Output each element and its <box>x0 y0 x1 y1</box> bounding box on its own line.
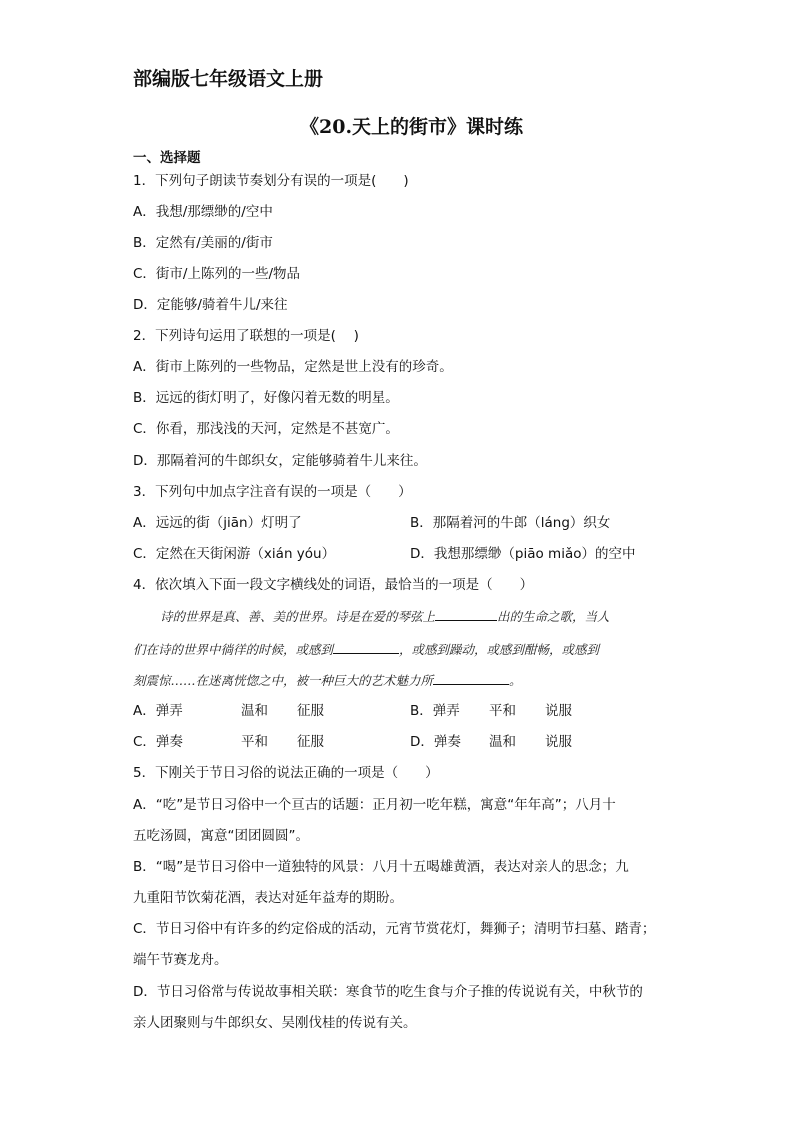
question-1-option-b: B．定然有/美丽的/街市 <box>133 235 273 251</box>
option-word: 平和 <box>489 703 516 719</box>
question-3-stem: 3．下列句中加点字注音有误的一项是（ ） <box>133 484 412 500</box>
question-5-option-d: D．节日习俗常与传说故事相关联：寒食节的吃生食与介子推的传说说有关，中秋节的 <box>133 984 643 1000</box>
question-2-option-c: C．你看，那浅浅的天河，定然是不甚宽广。 <box>133 421 399 437</box>
question-5-option-b: B．“喝”是节日习俗中一道独特的风景：八月十五喝雄黄酒，表达对亲人的思念；九 <box>133 859 629 875</box>
option-word: A．弹弄 <box>133 703 183 719</box>
question-4-option-d: D．弹奏 <box>410 734 461 750</box>
question-1-stem: 1．下列句子朗读节奏划分有误的一项是( ) <box>133 173 409 189</box>
question-2-option-d: D．那隔着河的牛郎织女，定能够骑着牛儿来往。 <box>133 453 427 469</box>
passage-text: 刻震惊……在迷离恍惚之中，被一种巨大的艺术魅力所 <box>133 673 434 688</box>
fill-blank-2 <box>333 640 399 654</box>
question-4-stem: 4．依次填入下面一段文字横线处的词语，最恰当的一项是（ ） <box>133 577 534 593</box>
question-3-option-c: C．定然在天街闲游（xián yóu） <box>133 546 336 562</box>
option-word: 征服 <box>297 734 324 750</box>
passage-text: 出的生命之歌，当人 <box>497 609 610 624</box>
passage-line-1 <box>160 607 610 625</box>
passage-text: 。 <box>509 673 522 688</box>
option-word: 温和 <box>241 703 268 719</box>
question-4-option-c: C．弹奏 <box>133 734 183 750</box>
lesson-title: 《20.天上的街市》课时练 <box>300 116 524 138</box>
question-4-option-b: B．弹弄 <box>410 703 460 719</box>
passage-text: 诗的世界是真、善、美的世界。诗是在爱的琴弦上 <box>160 609 436 624</box>
section-heading: 一、选择题 <box>133 150 201 166</box>
question-4-option-a <box>133 702 183 720</box>
passage-text: ，或感到躁动，或感到酣畅，或感到 <box>399 642 600 657</box>
fill-blank-1 <box>435 607 497 621</box>
passage-line-2 <box>133 640 599 658</box>
question-5-option-c: C．节日习俗中有许多的约定俗成的活动，元宵节赏花灯，舞狮子；清明节扫墓、踏青； <box>133 921 656 937</box>
question-5-option-a-cont: 五吃汤圆，寓意“团团圆圆”。 <box>133 828 309 844</box>
question-3-option-d: D．我想那缥缈（piāo miǎo）的空中 <box>410 546 636 562</box>
question-1-option-a: A．我想/那缥缈的/空中 <box>133 204 273 220</box>
question-5-option-c-cont: 端午节赛龙舟。 <box>133 952 228 968</box>
question-5-option-a: A．“吃”是节日习俗中一个亘古的话题：正月初一吃年糕，寓意“年年高”；八月十 <box>133 797 616 813</box>
passage-text: 们在诗的世界中徜徉的时候，或感到 <box>133 642 334 657</box>
question-5-option-b-cont: 九重阳节饮菊花酒，表达对延年益寿的期盼。 <box>133 890 403 906</box>
option-word: 征服 <box>297 703 324 719</box>
question-2-option-a: A．街市上陈列的一些物品，定然是世上没有的珍奇。 <box>133 359 453 375</box>
question-5-option-d-cont: 亲人团聚则与牛郎织女、吴刚伐桂的传说有关。 <box>133 1015 417 1031</box>
question-1-option-c: C．街市/上陈列的一些/物品 <box>133 266 301 282</box>
question-5-stem: 5．下刚关于节日习俗的说法正确的一项是（ ） <box>133 765 439 781</box>
question-2-stem: 2．下列诗句运用了联想的一项是( ) <box>133 328 359 344</box>
textbook-title: 部编版七年级语文上册 <box>133 68 324 90</box>
option-word: 平和 <box>241 734 268 750</box>
fill-blank-3 <box>433 671 509 685</box>
passage-line-3 <box>133 671 522 689</box>
question-3-option-a: A．远远的街（jiān）灯明了 <box>133 515 302 531</box>
option-word: 说服 <box>545 703 572 719</box>
question-3-option-b: B．那隔着河的牛郎（láng）织女 <box>410 515 611 531</box>
question-1-option-d: D．定能够/骑着牛儿/来往 <box>133 297 288 313</box>
question-2-option-b: B．远远的街灯明了，好像闪着无数的明星。 <box>133 390 399 406</box>
option-word: 温和 <box>489 734 516 750</box>
option-word: 说服 <box>545 734 572 750</box>
